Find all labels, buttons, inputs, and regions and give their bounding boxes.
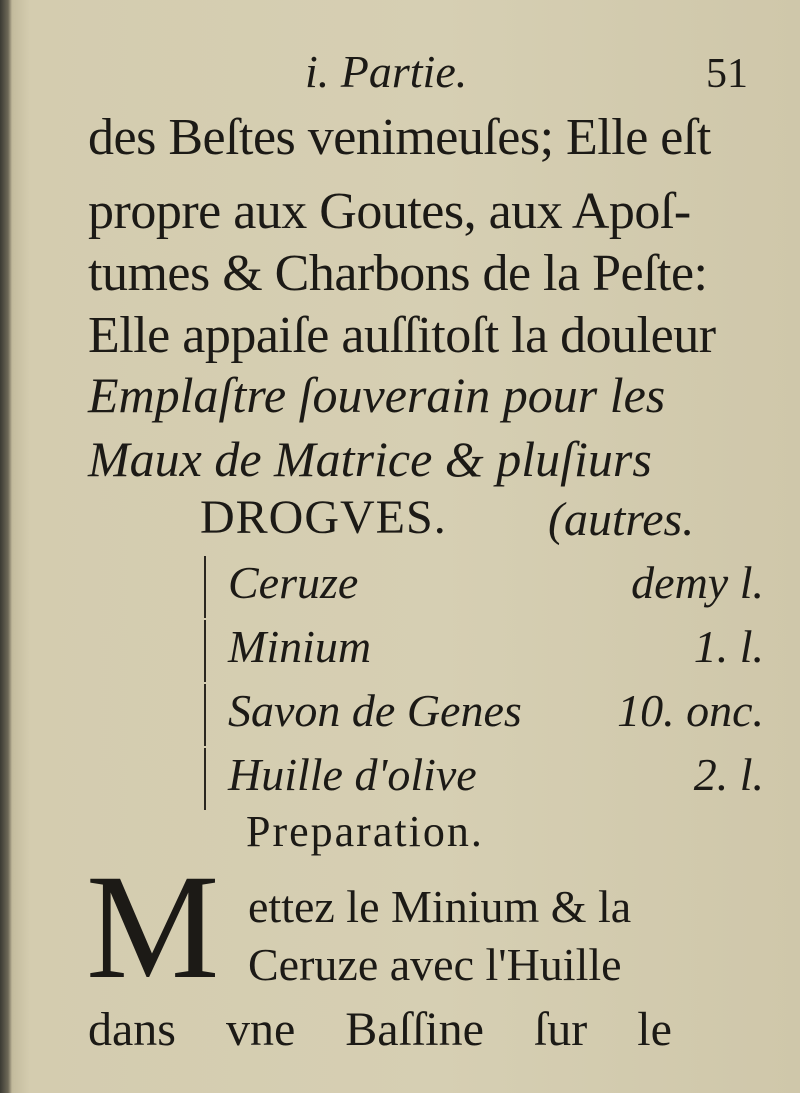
ingredient-name: Minium	[228, 621, 372, 672]
body-line: propre aux Goutes, aux Apoſ-	[88, 183, 691, 240]
body-line: Elle appaiſe auſſitoſt la douleur	[88, 307, 716, 364]
ingredient-quantity: 1. l.	[693, 621, 764, 672]
preparation-line: ettez le Minium & la	[248, 881, 632, 932]
ingredient-quantity: 2. l.	[693, 749, 764, 800]
book-gutter	[0, 0, 12, 1093]
preparation-line: Ceruze avec l'Huille	[248, 939, 622, 990]
ingredient-name: Savon de Genes	[228, 685, 522, 736]
ingredient-row	[204, 684, 764, 740]
drop-cap: M	[86, 844, 220, 1010]
body-line: des Beſtes venimeuſes; Elle eſt	[88, 109, 711, 166]
bracket-bar	[204, 748, 206, 810]
ingredient-name: Huille d'olive	[228, 749, 477, 800]
preparation-heading: Preparation.	[246, 807, 484, 856]
title-continuation: (autres.	[548, 493, 695, 546]
bracket-bar	[204, 556, 206, 618]
ingredient-row	[204, 748, 764, 804]
section-title-line: Emplaſtre ſouverain pour les	[88, 367, 666, 423]
section-title-line: Maux de Matrice & pluſiurs	[88, 431, 652, 487]
ingredient-quantity: demy l.	[631, 557, 764, 608]
page-number: 51	[706, 51, 748, 97]
ingredient-row	[204, 556, 764, 612]
ingredient-quantity: 10. onc.	[617, 685, 764, 736]
body-line: tumes & Charbons de la Peſte:	[88, 245, 708, 302]
drogues-label: DROGVES.	[200, 491, 447, 544]
bracket-bar	[204, 684, 206, 746]
ingredient-name: Ceruze	[228, 557, 359, 608]
preparation-line: dans vne Baſſine ſur le	[88, 1003, 672, 1056]
running-head: i. Partie.	[305, 46, 468, 97]
bracket-bar	[204, 620, 206, 682]
ingredient-row	[204, 620, 764, 676]
